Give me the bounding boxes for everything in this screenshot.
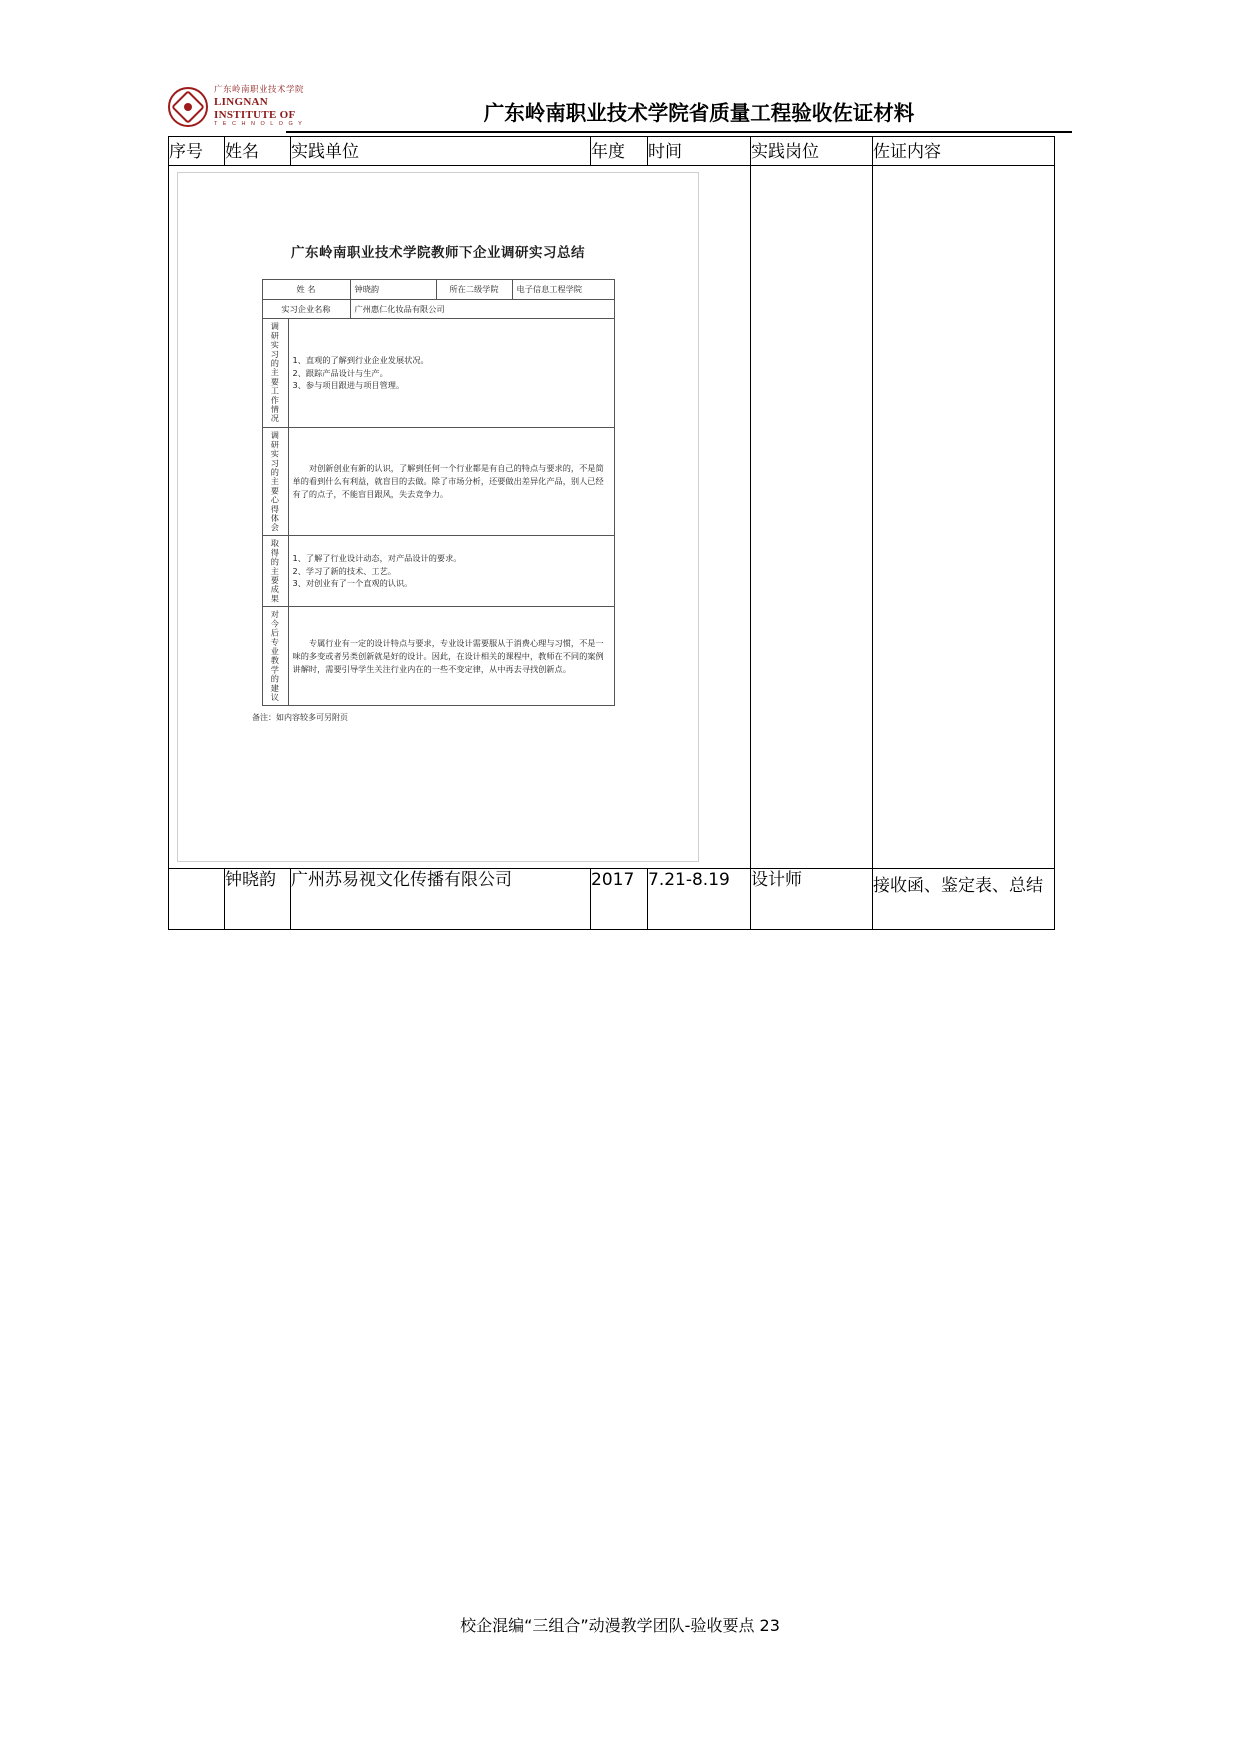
cell-post: 设计师	[751, 869, 873, 930]
scan-label-name: 姓 名	[262, 280, 350, 300]
column-header-time: 时间	[648, 137, 751, 166]
table-row	[169, 869, 1055, 930]
page-header	[168, 75, 1072, 133]
evidence-table	[168, 136, 1055, 930]
scan-section-insight	[262, 427, 614, 535]
scan-line: 对创新创业有新的认识，了解到任何一个行业都是有自己的特点与要求的，不是简单的看到什么有利益，就盲目的去做。除了市场分析，还要做出差异化产品，别人已经有了的点子，不能盲目跟风，失去竞争力。	[292, 463, 604, 499]
page-footer: 校企混编“三组合”动漫教学团队-验收要点 23	[460, 1616, 780, 1635]
scan-section-advice	[262, 607, 614, 706]
page-title: 广东岭南职业技术学院省质量工程验收佐证材料	[286, 96, 1072, 133]
scan-value-name: 钟晓韵	[350, 280, 436, 300]
scan-row-name	[262, 280, 614, 300]
cell-year: 2017	[591, 869, 648, 930]
scan-row-company	[262, 299, 614, 319]
column-header-name: 姓名	[225, 137, 291, 166]
seal-icon	[168, 87, 208, 127]
scan-section-body-result	[288, 535, 614, 606]
cell-evidence: 接收函、鉴定表、总结	[873, 869, 1055, 930]
scan-section-label-work-text: 调研实习的主要工作情况	[270, 322, 281, 424]
cell-name: 钟晓韵	[225, 869, 291, 930]
scan-section-label-insight-text: 调研实习的主要心得体会	[270, 430, 281, 532]
column-header-unit: 实践单位	[291, 137, 591, 166]
table-header-row	[169, 137, 1055, 166]
scan-line: 1、直观的了解到行业企业发展状况。	[292, 354, 429, 365]
scan-line: 专属行业有一定的设计特点与要求，专业设计需要服从于消费心理与习惯，不是一味的多变或者另类创新就是好的设计。因此，在设计相关的课程中，教师在不同的案例讲解时，需要引导学生关注行业内在的一些不变定律，从中再去寻找创新点。	[292, 638, 604, 674]
scan-image-cell	[169, 166, 751, 869]
scan-section-label-work	[262, 319, 288, 427]
scan-image-row	[169, 166, 1055, 869]
post-cell-empty	[751, 166, 873, 869]
scan-line: 2、学习了新的技术、工艺。	[292, 565, 396, 576]
cell-unit: 广州苏易视文化传播有限公司	[291, 869, 591, 930]
scan-section-label-result	[262, 535, 288, 606]
scan-label-company: 实习企业名称	[262, 299, 350, 319]
scan-line: 3、参与项目跟进与项目管理。	[292, 380, 405, 391]
scan-section-label-result-text: 取得的主要成果	[270, 538, 281, 604]
logo-chinese-name: 广东岭南职业技术学院	[214, 85, 305, 96]
scan-section-body-work	[288, 319, 614, 427]
scan-title: 广东岭南职业技术学院教师下企业调研实习总结	[291, 245, 585, 261]
scan-section-body-advice	[288, 607, 614, 706]
evidence-cell-empty	[873, 166, 1055, 869]
logo-english-sub: T E C H N O L O G Y	[214, 121, 304, 128]
scan-section-label-advice-text: 对今后专业教学的建议	[270, 610, 281, 703]
column-header-year: 年度	[591, 137, 648, 166]
scan-value-college: 电子信息工程学院	[512, 280, 614, 300]
scan-section-label-advice	[262, 607, 288, 706]
logo-english-name: LINGNAN INSTITUTE OF	[214, 96, 296, 121]
scanned-summary-form	[177, 172, 699, 862]
scan-line: 2、跟踪产品设计与生产。	[292, 367, 388, 378]
column-header-evidence: 佐证内容	[873, 137, 1055, 166]
cell-time: 7.21-8.19	[648, 869, 751, 930]
scan-form-table	[262, 279, 615, 706]
scan-line: 1、了解了行业设计动态，对产品设计的要求。	[292, 552, 462, 563]
scan-section-result	[262, 535, 614, 606]
scan-label-college: 所在二级学院	[436, 280, 512, 300]
scan-section-body-insight	[288, 427, 614, 535]
scan-section-work	[262, 319, 614, 427]
scan-section-label-insight	[262, 427, 288, 535]
cell-index	[169, 869, 225, 930]
scan-value-company: 广州惠仁化妆品有限公司	[350, 299, 614, 319]
column-header-index: 序号	[169, 137, 225, 166]
column-header-post: 实践岗位	[751, 137, 873, 166]
scan-line: 3、对创业有了一个直观的认识。	[292, 578, 413, 589]
scan-note: 备注：如内容较多可另附页	[252, 713, 348, 723]
